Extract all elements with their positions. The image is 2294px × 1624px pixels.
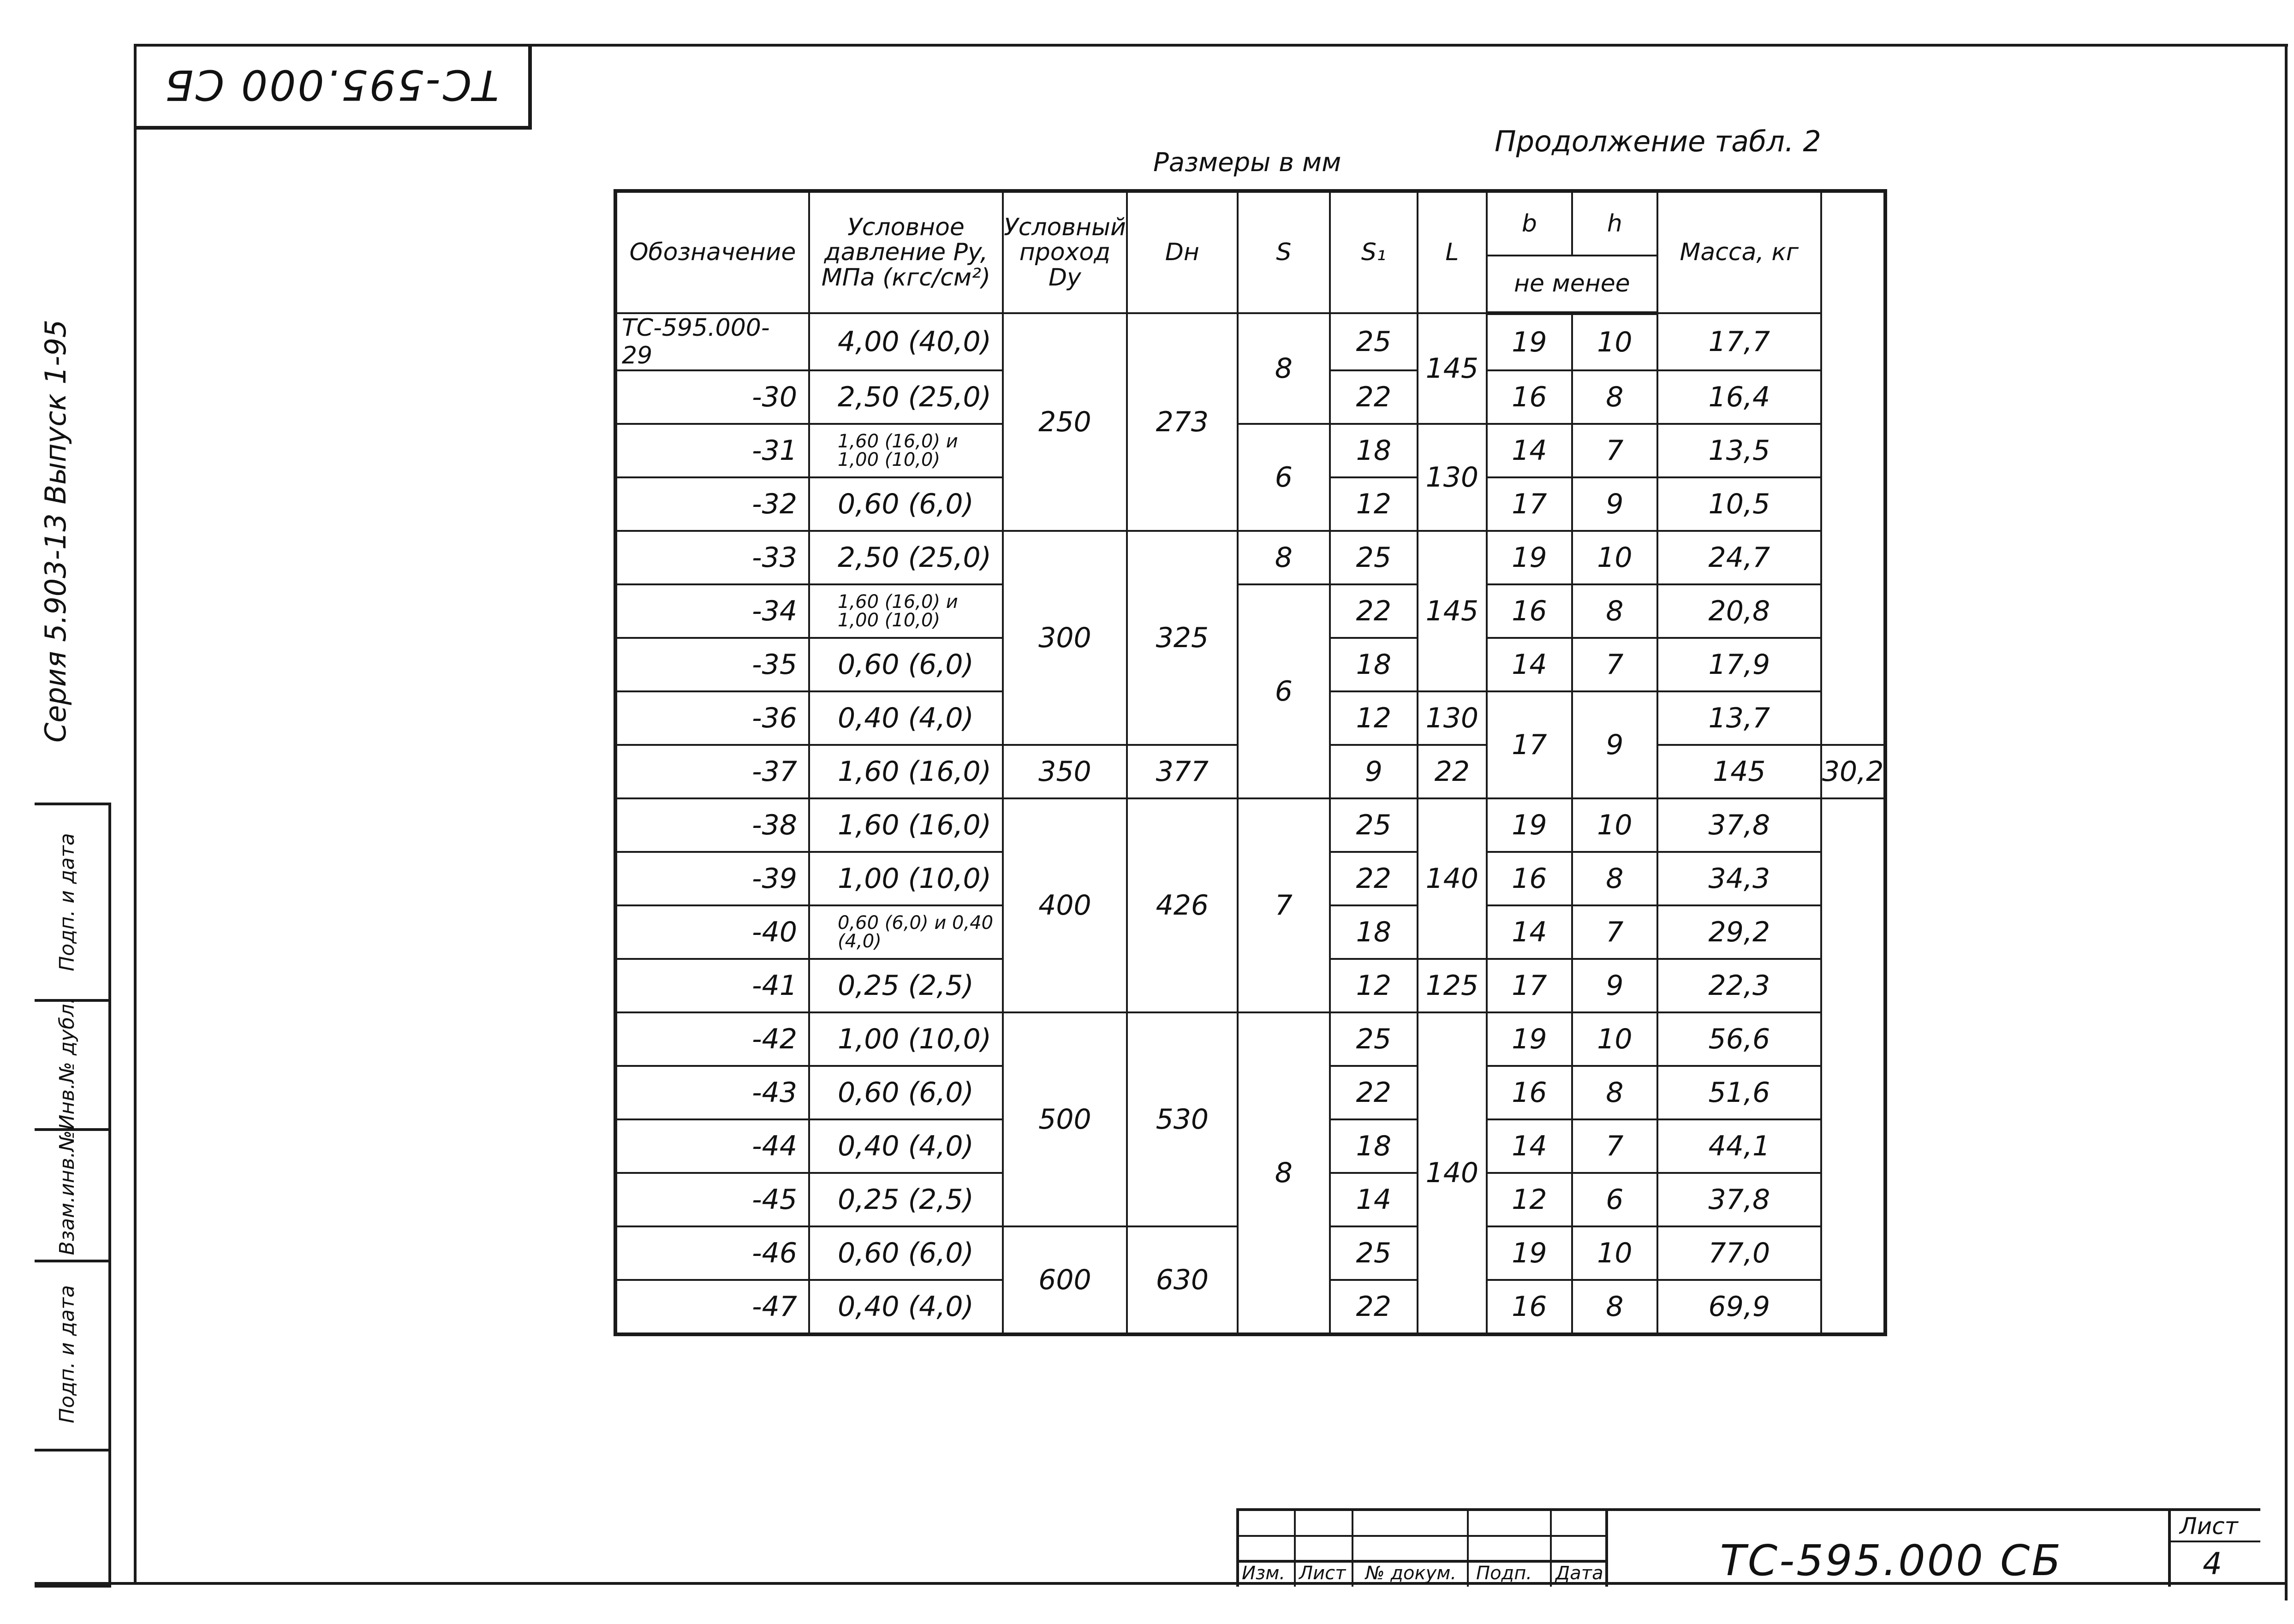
table-cell-pressure: 1,60 (16,0) и 1,00 (10,0) [809, 424, 1003, 477]
table-cell-h: 8 [1572, 1066, 1657, 1119]
table-cell-pressure: 4,00 (40,0) [809, 313, 1003, 370]
table-cell-s: 9 [1330, 745, 1418, 798]
tb-label-sheet: Лист [1299, 1563, 1346, 1584]
table-cell-l: 140 [1418, 798, 1487, 959]
tb-line [1236, 1508, 2260, 1511]
table-cell-pressure: 0,60 (6,0) [809, 1066, 1003, 1119]
table-cell-mass: 29,2 [1657, 905, 1821, 959]
table-cell-s1: 14 [1330, 1173, 1418, 1226]
table-cell-mass: 16,4 [1657, 370, 1821, 424]
header-l: L [1418, 191, 1487, 313]
table-cell-mass: 56,6 [1657, 1012, 1821, 1066]
table-cell-l: 145 [1418, 313, 1487, 424]
table-cell-pressure: 1,60 (16,0) и 1,00 (10,0) [809, 584, 1003, 638]
table-cell-pressure: 1,60 (16,0) [809, 745, 1003, 798]
table-cell-h: 7 [1572, 424, 1657, 477]
table-cell-pressure: 0,40 (4,0) [809, 691, 1003, 745]
table-cell-bore: 600 [1003, 1226, 1127, 1334]
table-cell-mass: 20,8 [1657, 584, 1821, 638]
tb-line [1550, 1508, 1552, 1587]
table-cell-s1: 22 [1330, 852, 1418, 905]
tb-sheet-label: Лист [2180, 1513, 2238, 1540]
table-cell-s1: 22 [1330, 370, 1418, 424]
strip-label-sign-date: Подп. и дата [55, 833, 79, 971]
table-cell-pressure: 2,50 (25,0) [809, 370, 1003, 424]
table-cell-b: 19 [1487, 313, 1572, 370]
table-cell-l: 130 [1418, 691, 1487, 745]
table-cell-h: 7 [1572, 905, 1657, 959]
units-caption: Размеры в мм [1153, 148, 1341, 178]
table-cell-pressure: 0,25 (2,5) [809, 1173, 1003, 1226]
table-cell-b: 19 [1487, 798, 1572, 852]
table-cell-s1: 18 [1330, 905, 1418, 959]
table-cell-designation: -40 [615, 905, 809, 959]
header-designation: Обозначение [615, 191, 809, 313]
table-cell-s1: 22 [1330, 584, 1418, 638]
table-cell-designation: -34 [615, 584, 809, 638]
table-cell-b: 17 [1487, 959, 1572, 1012]
dimensions-table [614, 189, 1887, 1336]
table-cell-b: 14 [1487, 638, 1572, 691]
title-block-doc-code: ТС-595.000 СБ [1720, 1536, 2063, 1585]
frame-right [2285, 44, 2288, 1600]
tb-line [2168, 1541, 2260, 1542]
table-cell-mass: 37,8 [1657, 798, 1821, 852]
table-cell-pressure: 1,60 (16,0) [809, 798, 1003, 852]
table-cell-designation: -32 [615, 477, 809, 531]
table-cell-dn: 426 [1127, 798, 1238, 1012]
table-cell-h: 10 [1572, 1012, 1657, 1066]
table-cell-mass: 34,3 [1657, 852, 1821, 905]
tb-label-change: Изм. [1242, 1563, 1286, 1584]
table-cell-pressure: 0,40 (4,0) [809, 1280, 1003, 1334]
table-cell-s1: 22 [1330, 1280, 1418, 1334]
table-cell-s1: 18 [1330, 638, 1418, 691]
table-cell-h: 9 [1572, 691, 1657, 798]
table-cell-h: 8 [1572, 1280, 1657, 1334]
table-cell-pressure: 0,60 (6,0) [809, 477, 1003, 531]
table-cell-bore: 350 [1003, 745, 1127, 798]
table-cell-pressure: 0,40 (4,0) [809, 1119, 1003, 1173]
table-cell-bore: 250 [1003, 313, 1127, 531]
header-pressure: Условное давление Py, МПа (кгс/см²) [809, 191, 1003, 313]
header-s1: S₁ [1330, 191, 1418, 313]
table-cell-designation: -36 [615, 691, 809, 745]
table-cell-h: 7 [1572, 1119, 1657, 1173]
header-s: S [1238, 191, 1330, 313]
table-cell-b: 16 [1487, 1280, 1572, 1334]
table-cell-dn: 630 [1127, 1226, 1238, 1334]
table-cell-h: 10 [1572, 1226, 1657, 1280]
strip-label-repl-inv: Взам.инв.№ [55, 1130, 79, 1255]
table-cell-s1: 25 [1330, 1226, 1418, 1280]
table-cell-designation: ТС-595.000-29 [615, 313, 809, 370]
table-cell-designation: -31 [615, 424, 809, 477]
table-cell-mass: 77,0 [1657, 1226, 1821, 1280]
table-cell-mass: 51,6 [1657, 1066, 1821, 1119]
table-cell-designation: -46 [615, 1226, 809, 1280]
table-cell-b: 16 [1487, 370, 1572, 424]
table-cell-dn: 377 [1127, 745, 1238, 798]
table-cell-b: 16 [1487, 1066, 1572, 1119]
table-cell-s1: 12 [1330, 691, 1418, 745]
table-cell-s1: 25 [1330, 1012, 1418, 1066]
table-cell-h: 9 [1572, 477, 1657, 531]
table-cell-designation: -35 [615, 638, 809, 691]
strip-label-sign-date-2: Подп. и дата [55, 1285, 79, 1423]
tb-sheet-number: 4 [2203, 1546, 2222, 1582]
table-cell-mass: 17,9 [1657, 638, 1821, 691]
table-cell-designation: -43 [615, 1066, 809, 1119]
series-label: Серия 5.903-13 Выпуск 1-95 [38, 319, 72, 743]
table-cell-s: 7 [1238, 798, 1330, 1012]
table-cell-mass: 30,2 [1821, 745, 1886, 798]
table-cell-pressure: 1,00 (10,0) [809, 1012, 1003, 1066]
tb-label-sign: Подп. [1476, 1563, 1532, 1584]
table-cell-s1: 25 [1330, 313, 1418, 370]
table-cell-designation: -44 [615, 1119, 809, 1173]
table-cell-b: 19 [1487, 1226, 1572, 1280]
table-cell-s: 8 [1238, 1012, 1330, 1334]
table-cell-s1: 25 [1330, 531, 1418, 584]
tb-line [1294, 1508, 1296, 1587]
header-dn: Dн [1127, 191, 1238, 313]
table-cell-l: 145 [1418, 531, 1487, 691]
table-cell-s1: 25 [1330, 798, 1418, 852]
table-cell-s1: 12 [1330, 477, 1418, 531]
table-cell-b: 16 [1487, 584, 1572, 638]
table-cell-h: 7 [1572, 638, 1657, 691]
tb-line [1605, 1508, 1608, 1587]
table-cell-b: 14 [1487, 905, 1572, 959]
table-cell-b: 17 [1487, 477, 1572, 531]
tb-line [1352, 1508, 1353, 1587]
table-cell-b: 14 [1487, 1119, 1572, 1173]
table-cell-designation: -42 [615, 1012, 809, 1066]
tb-line [2168, 1508, 2171, 1587]
table-cell-mass: 13,7 [1657, 691, 1821, 745]
table-cell-s1: 18 [1330, 424, 1418, 477]
table-cell-bore: 500 [1003, 1012, 1127, 1226]
table-cell-b: 12 [1487, 1173, 1572, 1226]
table-cell-mass: 13,5 [1657, 424, 1821, 477]
header-b: b [1487, 191, 1572, 256]
header-h: h [1572, 191, 1657, 256]
header-mass: Масса, кг [1657, 191, 1821, 313]
table-cell-s1: 22 [1418, 745, 1487, 798]
table-cell-mass: 37,8 [1657, 1173, 1821, 1226]
table-cell-h: 8 [1572, 584, 1657, 638]
table-cell-bore: 300 [1003, 531, 1127, 745]
table-cell-mass: 17,7 [1657, 313, 1821, 370]
table-cell-designation: -45 [615, 1173, 809, 1226]
table-cell-mass: 69,9 [1657, 1280, 1821, 1334]
table-cell-designation: -33 [615, 531, 809, 584]
table-cell-pressure: 2,50 (25,0) [809, 531, 1003, 584]
tb-line [1467, 1508, 1469, 1587]
table-cell-mass: 10,5 [1657, 477, 1821, 531]
table-cell-s: 6 [1238, 424, 1330, 531]
table-cell-pressure: 0,60 (6,0) [809, 638, 1003, 691]
table-cell-mass: 24,7 [1657, 531, 1821, 584]
table-cell-designation: -38 [615, 798, 809, 852]
header-not-less: не менее [1487, 256, 1657, 313]
table-cell-b: 16 [1487, 852, 1572, 905]
table-cell-dn: 325 [1127, 531, 1238, 745]
table-cell-h: 6 [1572, 1173, 1657, 1226]
table-cell-h: 10 [1572, 313, 1657, 370]
table-cell-b: 14 [1487, 424, 1572, 477]
table-cell-l: 140 [1418, 1012, 1487, 1334]
tb-label-doc-no: № докум. [1365, 1563, 1457, 1584]
table-cell-l: 130 [1418, 424, 1487, 531]
table-cell-s: 8 [1238, 313, 1330, 424]
table-cell-s: 8 [1238, 531, 1330, 584]
table-cell-h: 10 [1572, 531, 1657, 584]
table-cell-s1: 12 [1330, 959, 1418, 1012]
table-cell-pressure: 0,60 (6,0) [809, 1226, 1003, 1280]
tb-line [1236, 1508, 1239, 1587]
table-cell-h: 9 [1572, 959, 1657, 1012]
table-cell-s1: 22 [1330, 1066, 1418, 1119]
table-cell-mass: 22,3 [1657, 959, 1821, 1012]
table-cell-b: 19 [1487, 531, 1572, 584]
header-bore: Условный проход Dy [1003, 191, 1127, 313]
table-cell-h: 10 [1572, 798, 1657, 852]
strip-label-dup-inv: Инв.№ дубл. [55, 997, 79, 1130]
table-cell-b: 19 [1487, 1012, 1572, 1066]
table-cell-pressure: 0,60 (6,0) и 0,40 (4,0) [809, 905, 1003, 959]
table-cell-h: 8 [1572, 370, 1657, 424]
table-cell-bore: 400 [1003, 798, 1127, 1012]
tb-label-date: Дата [1555, 1563, 1603, 1584]
frame-left [134, 44, 137, 1582]
signature-strip [35, 803, 111, 1588]
table-cell-dn: 273 [1127, 313, 1238, 531]
table-cell-designation: -41 [615, 959, 809, 1012]
table-cell-pressure: 0,25 (2,5) [809, 959, 1003, 1012]
table-cell-designation: -37 [615, 745, 809, 798]
table-cell-s: 6 [1238, 584, 1330, 798]
table-cell-designation: -30 [615, 370, 809, 424]
table-cell-mass: 44,1 [1657, 1119, 1821, 1173]
table-cell-l: 125 [1418, 959, 1487, 1012]
table-continuation-caption: Продолжение табл. 2 [1495, 125, 1821, 158]
table-cell-designation: -39 [615, 852, 809, 905]
table-cell-pressure: 1,00 (10,0) [809, 852, 1003, 905]
table-cell-designation: -47 [615, 1280, 809, 1334]
table-cell-s1: 18 [1330, 1119, 1418, 1173]
table-cell-l: 145 [1657, 745, 1821, 798]
table-cell-dn: 530 [1127, 1012, 1238, 1226]
table-cell-h: 8 [1572, 852, 1657, 905]
doc-code-rotated: ТС-595.000 СБ [163, 60, 499, 109]
table-cell-b: 17 [1487, 691, 1572, 798]
